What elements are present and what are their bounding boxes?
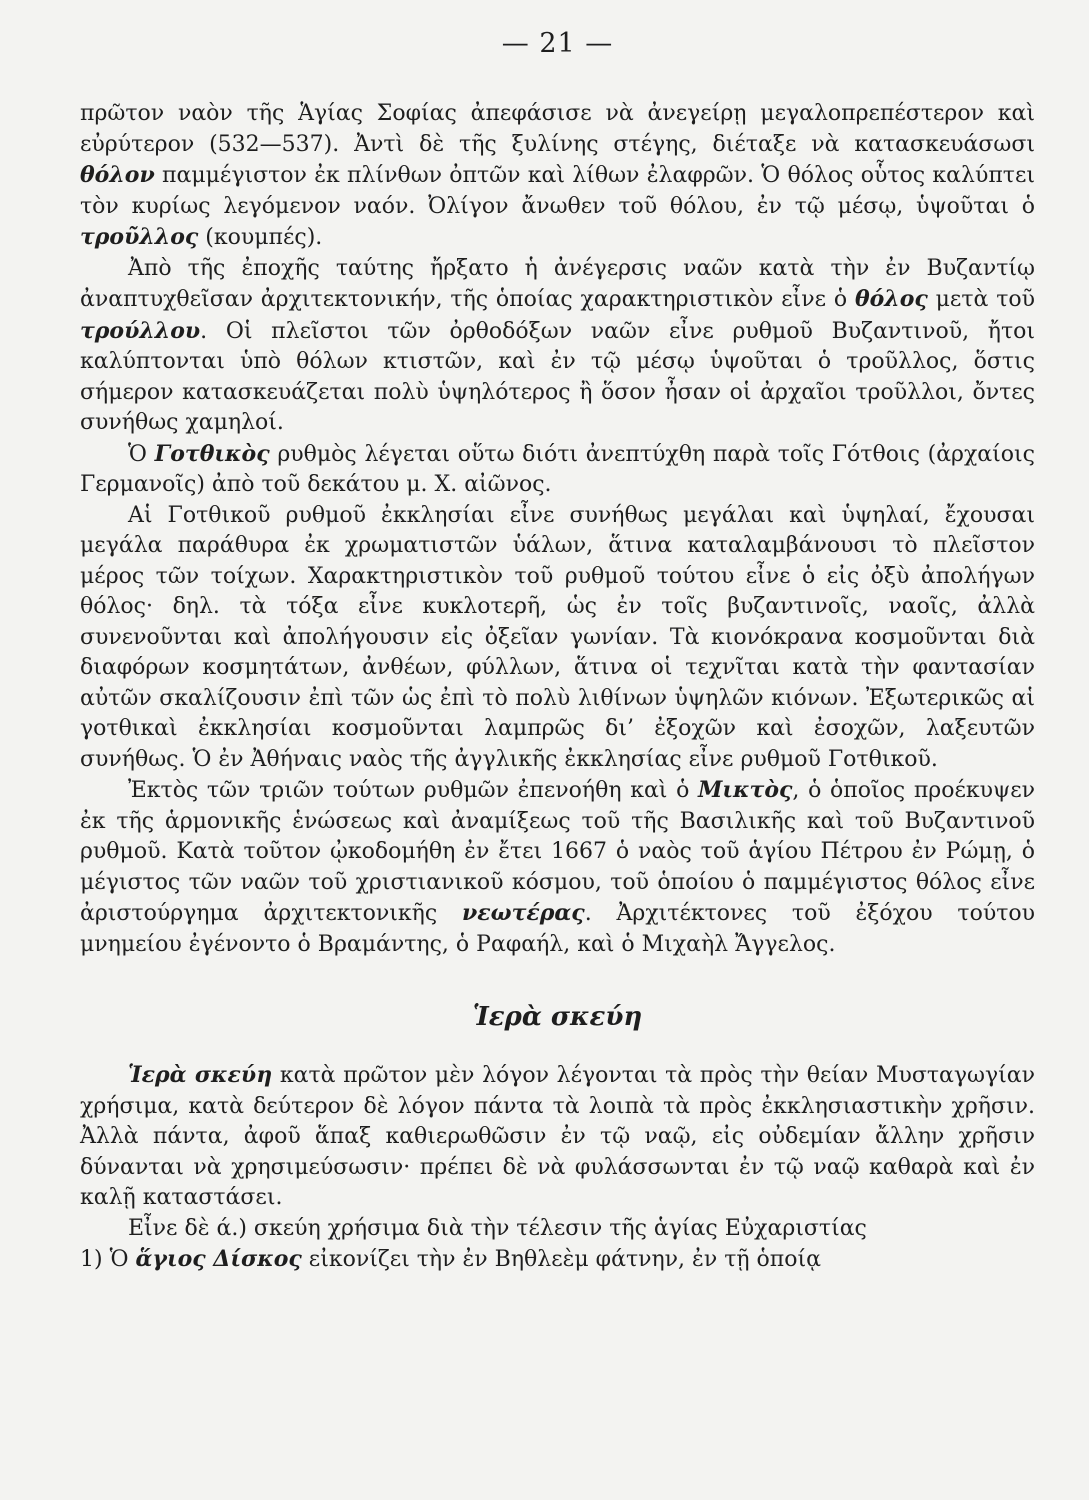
- term-troullou: τρούλλου: [80, 317, 201, 344]
- page-number: — 21 —: [501, 28, 614, 59]
- text-run: Ὁ: [128, 441, 155, 467]
- term-tholos: θόλον: [80, 162, 155, 188]
- paragraph-hagia-sophia: [80, 99, 1035, 254]
- paragraph-gothic-intro: [80, 439, 1035, 501]
- paragraph-eucharist-vessels: [80, 1214, 1035, 1245]
- term-iera-skevi: Ἱερὰ σκεύη: [128, 1062, 273, 1088]
- paragraph-sacred-vessels: [80, 1060, 1035, 1214]
- text-run: 1) Ὁ: [80, 1247, 136, 1272]
- text-run: ρυθμὸς λέγεται οὕτω διότι ἀνεπτύχθη παρὰ τοῖς Γότθοις (ἀρχαίοις Γερμανοῖς) ἀπὸ τοῦ δεκάτου μ. Χ. αἰῶνος.: [80, 441, 1035, 497]
- text-run: μετὰ τοῦ: [927, 287, 1035, 312]
- text-run: πρῶτον ναὸν τῆς Ἁγίας Σοφίας ἀπεφάσισε νὰ ἀνεγείρῃ μεγαλοπρεπέστερον καὶ εὐρύτερον (532—537). Ἀντὶ δὲ τῆς ξυλίνης στέγης, διέταξε νὰ κατασκευάσωσι: [80, 101, 1035, 157]
- list-item-diskos: [80, 1244, 1035, 1276]
- text-run: παμμέγιστον ἐκ πλίνθων ὀπτῶν καὶ λίθων ἐλαφρῶν. Ὁ θόλος οὗτος καλύπτει τὸν κυρίως λεγόμενον ναόν. Ὀλίγον ἄνωθεν τοῦ θόλου, ἐν τῷ μέσῳ, ὑψοῦται ὁ: [80, 163, 1035, 219]
- text-run: Εἶνε δὲ ά.) σκεύη χρήσιμα διὰ τὴν τέλεσιν τῆς ἁγίας Εὐχαριστίας: [128, 1215, 867, 1241]
- text-run: Αἱ Γοτθικοῦ ρυθμοῦ ἐκκλησίαι εἶνε συνήθως μεγάλαι καὶ ὑψηλαί, ἔχουσαι μεγάλα παράθυρα ἐκ χρωματιστῶν ὑάλων, ἅτινα καταλαμβάνουσι τὸ πλεῖστον μέρος τῶν τοίχων. Χαρακτηριστικὸν τοῦ ρυθμοῦ τούτου εἶνε ὁ εἰς ὀξὺ ἀπολήγων θόλος· δηλ. τὰ τόξα εἶνε κυκλοτερῆ, ὡς ἐν τοῖς βυζαντινοῖς, ναοῖς, ἀλλὰ συνενοῦνται καὶ ἀπολήγουσιν εἰς ὀξεῖαν γωνίαν. Τὰ κιονόκρανα κοσμοῦνται διὰ διαφόρων κοσμητάτων, ἀνθέων, φύλλων, ἅτινα οἱ τεχνῖται κατὰ τὴν φαντασίαν αὐτῶν σκαλίζουσιν ἐπὶ τῶν ὡς ἐπὶ τὸ πολὺ λιθίνων ὑψηλῶν κιόνων. Ἐξωτερικῶς αἱ γοτθικαὶ ἐκκλησίαι κοσμοῦνται λαμπρῶς δι’ ἐξοχῶν καὶ ἐσοχῶν, λαξευτῶν συνήθως. Ὁ ἐν Ἀθήναις ναὸς τῆς ἀγγλικῆς ἐκκλησίας εἶνε ρυθμοῦ Γοτθικοῦ.: [80, 502, 1035, 772]
- text-run: Ἐκτὸς τῶν τριῶν τούτων ρυθμῶν ἐπενοήθη καὶ ὁ: [128, 778, 699, 803]
- term-tholos: θόλος: [854, 286, 928, 312]
- paragraph-mixed-style: [80, 775, 1035, 960]
- paragraph-gothic-churches: [80, 501, 1035, 776]
- text-run: , ὁ ὁποῖος προέκυψεν ἐκ τῆς ἁρμονικῆς ἑνώσεως καὶ ἀναμίξεως τοῦ τῆς Βασιλικῆς καὶ τοῦ Βυζαντινοῦ ρυθμοῦ. Κατὰ τοῦτον ᾠκοδομήθη ἐν ἔτει 1667 ὁ ναὸς τοῦ ἁγίου Πέτρου ἐν Ρώμῃ, ὁ μέγιστος τῶν ναῶν τοῦ χριστιανικοῦ κόσμου, τοῦ ὁποίου ὁ παμμέγιστος θόλος εἶνε ἀριστούργημα ἀρχιτεκτονικῆς: [80, 778, 1035, 926]
- term-gothikos: Γοτθικὸς: [154, 440, 270, 467]
- term-miktos: Μικτὸς: [698, 777, 793, 803]
- text-run: Ἀπὸ τῆς ἐποχῆς ταύτης ἤρξατο ἡ ἀνέγερσις ναῶν κατὰ τὴν ἐν Βυζαντίῳ ἀναπτυχθεῖσαν ἀρχιτεκτονικήν, τῆς ὁποίας χαρακτηριστικὸν εἶνε ὁ: [80, 255, 1035, 312]
- paragraph-byzantine-style: [80, 254, 1035, 439]
- section-heading: Ἱερὰ σκεύη: [472, 1002, 643, 1032]
- text-run: εἰκονίζει τὴν ἐν Βηθλεὲμ φάτνην, ἐν τῇ ὁποίᾳ: [301, 1247, 821, 1272]
- text-run: (κουμπές).: [198, 225, 323, 250]
- document-page: [80, 20, 1035, 1480]
- text-run: κατὰ πρῶτον μὲν λόγον λέγονται τὰ πρὸς τὴν θείαν Μυσταγωγίαν χρήσιμα, κατὰ δεύτερον δὲ λόγον πάντα τὰ λοιπὰ τὰ πρὸς ἐκκλησιαστικὴν χρῆσιν. Ἀλλὰ πάντα, ἀφοῦ ἅπαξ καθιερωθῶσιν ἐν τῷ ναῷ, εἰς οὐδεμίαν ἄλλην χρῆσιν δύνανται νὰ χρησιμεύσωσιν· πρέπει δὲ νὰ φυλάσσωνται ἐν τῷ ναῷ καθαρὰ καὶ ἐν καλῇ καταστάσει.: [80, 1063, 1035, 1210]
- text-run: . Οἱ πλεῖστοι τῶν ὀρθοδόξων ναῶν εἶνε ρυθμοῦ Βυζαντινοῦ, ἤτοι καλύπτονται ὑπὸ θόλων κτιστῶν, καὶ ἐν τῷ μέσῳ ὑψοῦται ὁ τροῦλλος, ὅστις σήμερον κατασκευάζεται πολὺ ὑψηλότερος ἢ ὅσον ἦσαν οἱ ἀρχαῖοι τροῦλλοι, ὄντες συνήθως χαμηλοί.: [80, 318, 1035, 435]
- text-run: . Ἀρχιτέκτονες τοῦ ἐξόχου τούτου μνημείου ἐγένοντο ὁ Βραμάντης, ὁ Ραφαήλ, καὶ ὁ Μιχαὴλ Ἄγγελος.: [80, 901, 1035, 957]
- term-troullos: τροῦλλος: [80, 224, 199, 250]
- term-diskos: ἅγιος Δίσκος: [135, 1246, 302, 1272]
- term-neoteras: νεωτέρας: [461, 900, 585, 926]
